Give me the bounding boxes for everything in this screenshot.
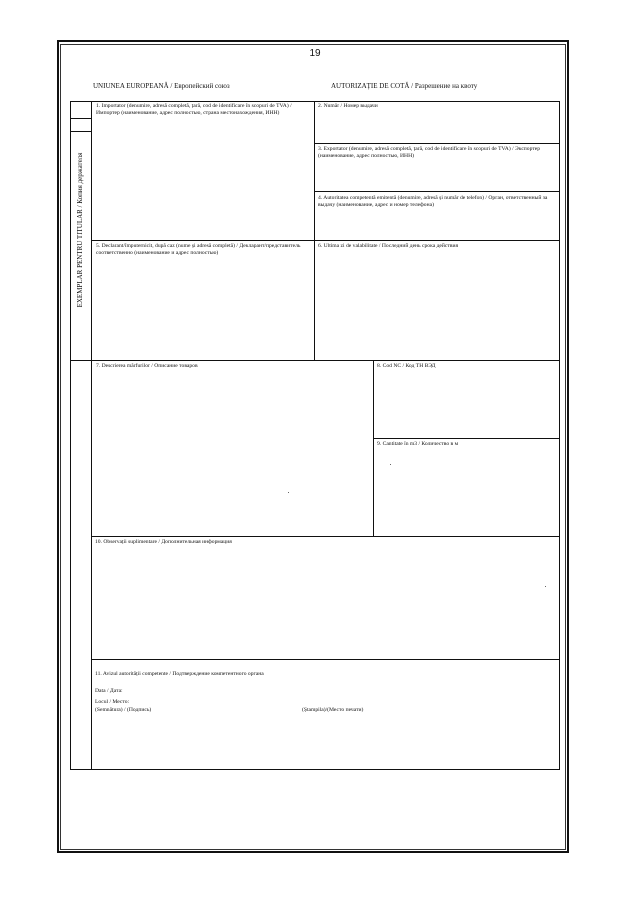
field-11-date: Data / Дата: [95,688,123,694]
field-4-issuing-authority: 4. Autoritatea competentă emitentă (denumire, adresă și număr de telefon) / Орган, ответственный за выдачу (наименование, адрес и номер телефона) [318,195,548,208]
field-10-remarks: 10. Observații suplimentare / Дополнительная информация [95,539,232,545]
field-1-importer: 1. Importator (denumire, adresă completă, țară, cod de identificare în scopuri de TVA) / Импортер (наименование, адрес полностью, страна местонахождения, ИНН) [96,103,292,116]
row-line-6-7 [70,360,560,361]
row-line-4-5 [91,240,560,241]
field-5-declarant: 5. Declarant/împuternicit, după caz (nume și adresă completă) / Декларант/представитель соответственно (наименование и адрес полностью) [96,243,301,256]
field-9-quantity: 9. Cantitate în m3 / Количество в м [377,441,459,447]
side-label-holder-copy: EXEMPLAR PENTRU TITULAR / Копия держателя [76,152,84,308]
field-3-exporter: 3. Exportator (denumire, adresă completă, țară, cod de identificare în scopuri de TVA) / Экспортер (наименование, адрес полностью, ИНН) [318,146,541,159]
field-11-signature: (Semnătura) / (Подпись) [95,707,152,713]
header-union: UNIUNEA EUROPEANĂ / Европейский союз [93,82,230,90]
row-line-3-4 [314,191,560,192]
scan-speck [288,492,289,493]
header-title: AUTORIZAȚIE DE COTĂ / Разрешение на квоту [331,82,478,90]
row-line-8-9 [373,438,560,439]
row-line-9-10 [91,536,560,537]
field-6-last-day: 6. Ultima zi de valabilitate / Последний день срока действия [318,243,459,249]
field-11-place: Locul / Место: [95,699,130,705]
row-line-10-11 [91,659,560,660]
row-line-2-3 [314,143,560,144]
scan-speck [545,586,546,587]
scan-speck [390,464,391,465]
field-11-endorsement: 11. Avizul autorității competente / Подтверждение компетентного органа [95,671,264,677]
column-divider-top [314,101,315,360]
field-2-number: 2. Număr / Номер выдачи [318,103,378,109]
page-number: 19 [309,48,321,59]
field-7-goods-description: 7. Descrierea mărfurilor / Описание товаров [96,363,198,369]
field-11-stamp: (Ștampila)/(Место печати) [302,707,364,713]
side-strip-divider [91,101,92,770]
field-8-cn-code: 8. Cod NC / Код ТН ВЭД [377,363,436,369]
column-divider-7-8 [373,360,374,536]
